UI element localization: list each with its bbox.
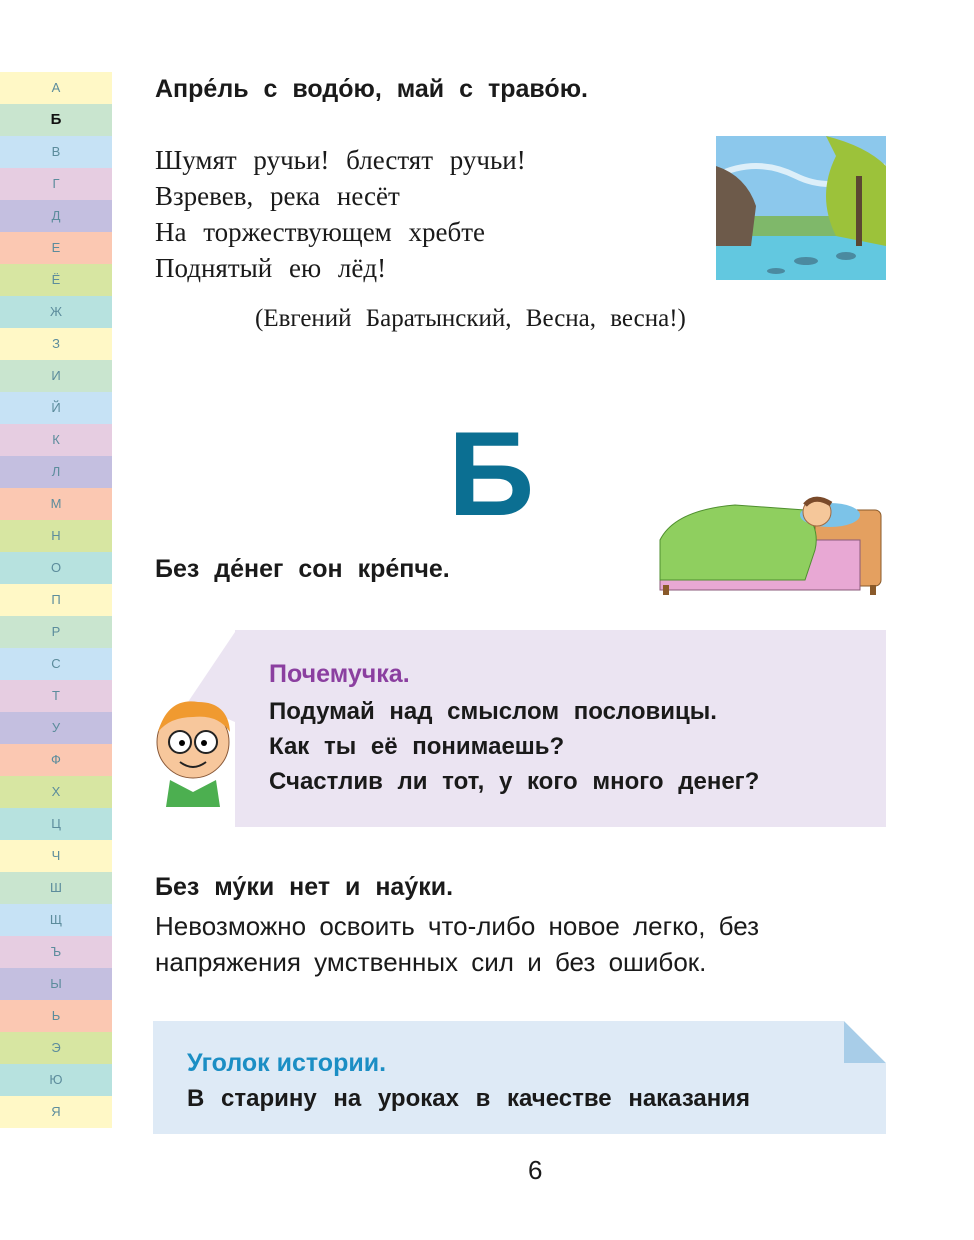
boy-with-glasses-image [148, 632, 238, 822]
section-letter: Б [448, 407, 535, 541]
alphabet-tab-letter[interactable]: Ю [0, 1064, 112, 1096]
question-line: Счастлив ли тот, у кого много денег? [269, 768, 760, 795]
alphabet-tab-letter[interactable]: Х [0, 776, 112, 808]
alphabet-tab-letter[interactable]: У [0, 712, 112, 744]
history-text: В старину на уроках в качестве наказания [187, 1085, 751, 1112]
proverb-torment: Без му́ки нет и нау́ки. [155, 873, 454, 901]
sleeping-boy-image [655, 470, 885, 596]
alphabet-tab-letter[interactable]: Ш [0, 872, 112, 904]
pochemuchka-box [235, 630, 886, 827]
alphabet-tab-letter[interactable]: Б [0, 104, 112, 136]
alphabet-tab-letter[interactable]: Т [0, 680, 112, 712]
alphabet-tab-letter[interactable]: Е [0, 232, 112, 264]
page-corner-fold-icon [844, 1021, 886, 1063]
alphabet-tab-letter[interactable]: Н [0, 520, 112, 552]
alphabet-tab-letter[interactable]: Л [0, 456, 112, 488]
proverb-april: Апре́ль с водо́ю, май с траво́ю. [155, 75, 588, 103]
alphabet-tab-letter[interactable]: О [0, 552, 112, 584]
proverb-explanation: Невозможно освоить что-либо новое легко, без напряжения умственных сил и без ошибок. [155, 911, 760, 977]
pochemuchka-title: Почемучка. [269, 660, 410, 688]
alphabet-tab-letter[interactable]: Ц [0, 808, 112, 840]
alphabet-sidebar [0, 72, 112, 1128]
alphabet-tab-letter[interactable]: И [0, 360, 112, 392]
history-title: Уголок истории. [187, 1049, 387, 1077]
alphabet-tab-letter[interactable]: М [0, 488, 112, 520]
alphabet-tab-letter[interactable]: З [0, 328, 112, 360]
alphabet-tab-letter[interactable]: Ъ [0, 936, 112, 968]
page-number: 6 [528, 1155, 543, 1185]
river-landscape-image [716, 136, 886, 280]
alphabet-tab-letter[interactable]: Я [0, 1096, 112, 1128]
history-corner-box [153, 1021, 886, 1134]
poem-attribution: (Евгений Баратынский, Весна, весна!) [255, 305, 686, 332]
poem-line: Поднятый ею лёд! [155, 253, 387, 283]
poem-line: Шумят ручьи! блестят ручьи! [155, 145, 526, 175]
alphabet-tab-letter[interactable]: Й [0, 392, 112, 424]
alphabet-tab-letter[interactable]: Ы [0, 968, 112, 1000]
proverb-money: Без де́нег сон кре́пче. [155, 555, 450, 583]
poem-line: На торжествующем хребте [155, 217, 486, 247]
alphabet-tab-letter[interactable]: С [0, 648, 112, 680]
alphabet-tab-letter[interactable]: Щ [0, 904, 112, 936]
alphabet-tab-letter[interactable]: В [0, 136, 112, 168]
alphabet-tab-letter[interactable]: Ф [0, 744, 112, 776]
alphabet-tab-letter[interactable]: Г [0, 168, 112, 200]
alphabet-tab-letter[interactable]: Ч [0, 840, 112, 872]
alphabet-tab-letter[interactable]: Ь [0, 1000, 112, 1032]
alphabet-tab-letter[interactable]: Д [0, 200, 112, 232]
alphabet-tab-letter[interactable]: Р [0, 616, 112, 648]
alphabet-tab-letter[interactable]: К [0, 424, 112, 456]
poem [155, 142, 526, 286]
poem-line: Взревев, река несёт [155, 181, 400, 211]
question-line: Подумай над смыслом пословицы. [269, 698, 717, 725]
alphabet-tab-letter[interactable]: Э [0, 1032, 112, 1064]
question-line: Как ты её понимаешь? [269, 733, 565, 760]
alphabet-tab-letter[interactable]: А [0, 72, 112, 104]
alphabet-tab-letter[interactable]: П [0, 584, 112, 616]
alphabet-tab-letter[interactable]: Ё [0, 264, 112, 296]
alphabet-tab-letter[interactable]: Ж [0, 296, 112, 328]
